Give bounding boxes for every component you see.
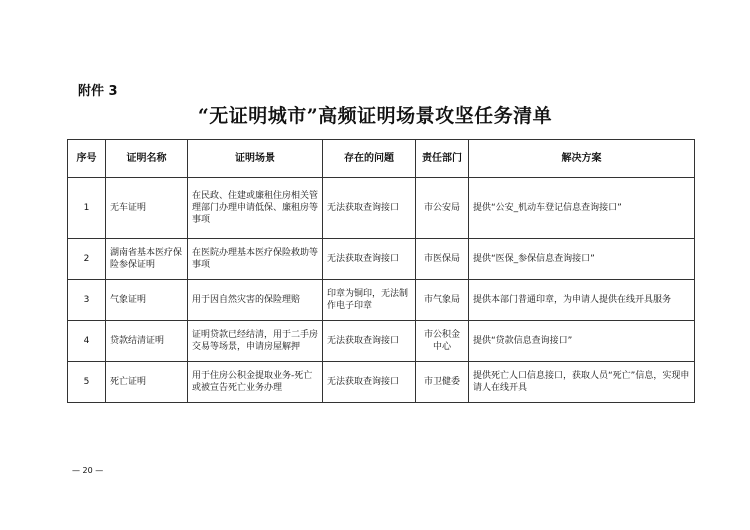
cell-solution: 提供“公安_机动车登记信息查询接口” (469, 178, 695, 239)
header-solution: 解决方案 (469, 140, 695, 178)
table-row (68, 321, 695, 362)
cell-index: 3 (68, 280, 106, 321)
cell-department: 市公安局 (416, 178, 469, 239)
table-row (68, 280, 695, 321)
task-list-table (67, 139, 695, 403)
cell-problem: 印章为铜印，无法制作电子印章 (323, 280, 416, 321)
table-row (68, 239, 695, 280)
table-header-row (68, 140, 695, 178)
header-cert-name: 证明名称 (106, 140, 188, 178)
cell-solution: 提供“贷款信息查询接口” (469, 321, 695, 362)
table-row (68, 362, 695, 403)
cell-scenario: 证明贷款已经结清，用于二手房交易等场景，申请房屋解押 (188, 321, 323, 362)
header-scenario: 证明场景 (188, 140, 323, 178)
cell-solution: 提供本部门普通印章，为申请人提供在线开具服务 (469, 280, 695, 321)
cell-solution: 提供死亡人口信息接口，获取人员“死亡”信息，实现申请人在线开具 (469, 362, 695, 403)
attachment-label: 附件 3 (78, 84, 118, 99)
header-department: 责任部门 (416, 140, 469, 178)
cell-index: 2 (68, 239, 106, 280)
cell-scenario: 用于住房公积金提取业务-死亡或被宣告死亡业务办理 (188, 362, 323, 403)
cell-problem: 无法获取查询接口 (323, 362, 416, 403)
cell-solution: 提供“医保_参保信息查询接口” (469, 239, 695, 280)
cell-scenario: 用于因自然灾害的保险理赔 (188, 280, 323, 321)
cell-scenario: 在民政、住建或廉租住房相关管理部门办理申请低保、廉租房等事项 (188, 178, 323, 239)
cell-index: 1 (68, 178, 106, 239)
cell-cert-name: 气象证明 (106, 280, 188, 321)
cell-problem: 无法获取查询接口 (323, 239, 416, 280)
header-problem: 存在的问题 (323, 140, 416, 178)
cell-cert-name: 无车证明 (106, 178, 188, 239)
cell-department: 市医保局 (416, 239, 469, 280)
cell-cert-name: 死亡证明 (106, 362, 188, 403)
cell-problem: 无法获取查询接口 (323, 321, 416, 362)
cell-cert-name: 湖南省基本医疗保险参保证明 (106, 239, 188, 280)
cell-cert-name: 贷款结清证明 (106, 321, 188, 362)
header-index: 序号 (68, 140, 106, 178)
cell-department: 市气象局 (416, 280, 469, 321)
cell-problem: 无法获取查询接口 (323, 178, 416, 239)
cell-scenario: 在医院办理基本医疗保险救助等事项 (188, 239, 323, 280)
cell-department: 市公积金中心 (416, 321, 469, 362)
cell-index: 4 (68, 321, 106, 362)
cell-department: 市卫健委 (416, 362, 469, 403)
cell-index: 5 (68, 362, 106, 403)
document-title: “无证明城市”高频证明场景攻坚任务清单 (197, 105, 553, 127)
table-row (68, 178, 695, 239)
page-number: — 20 — (72, 466, 104, 475)
